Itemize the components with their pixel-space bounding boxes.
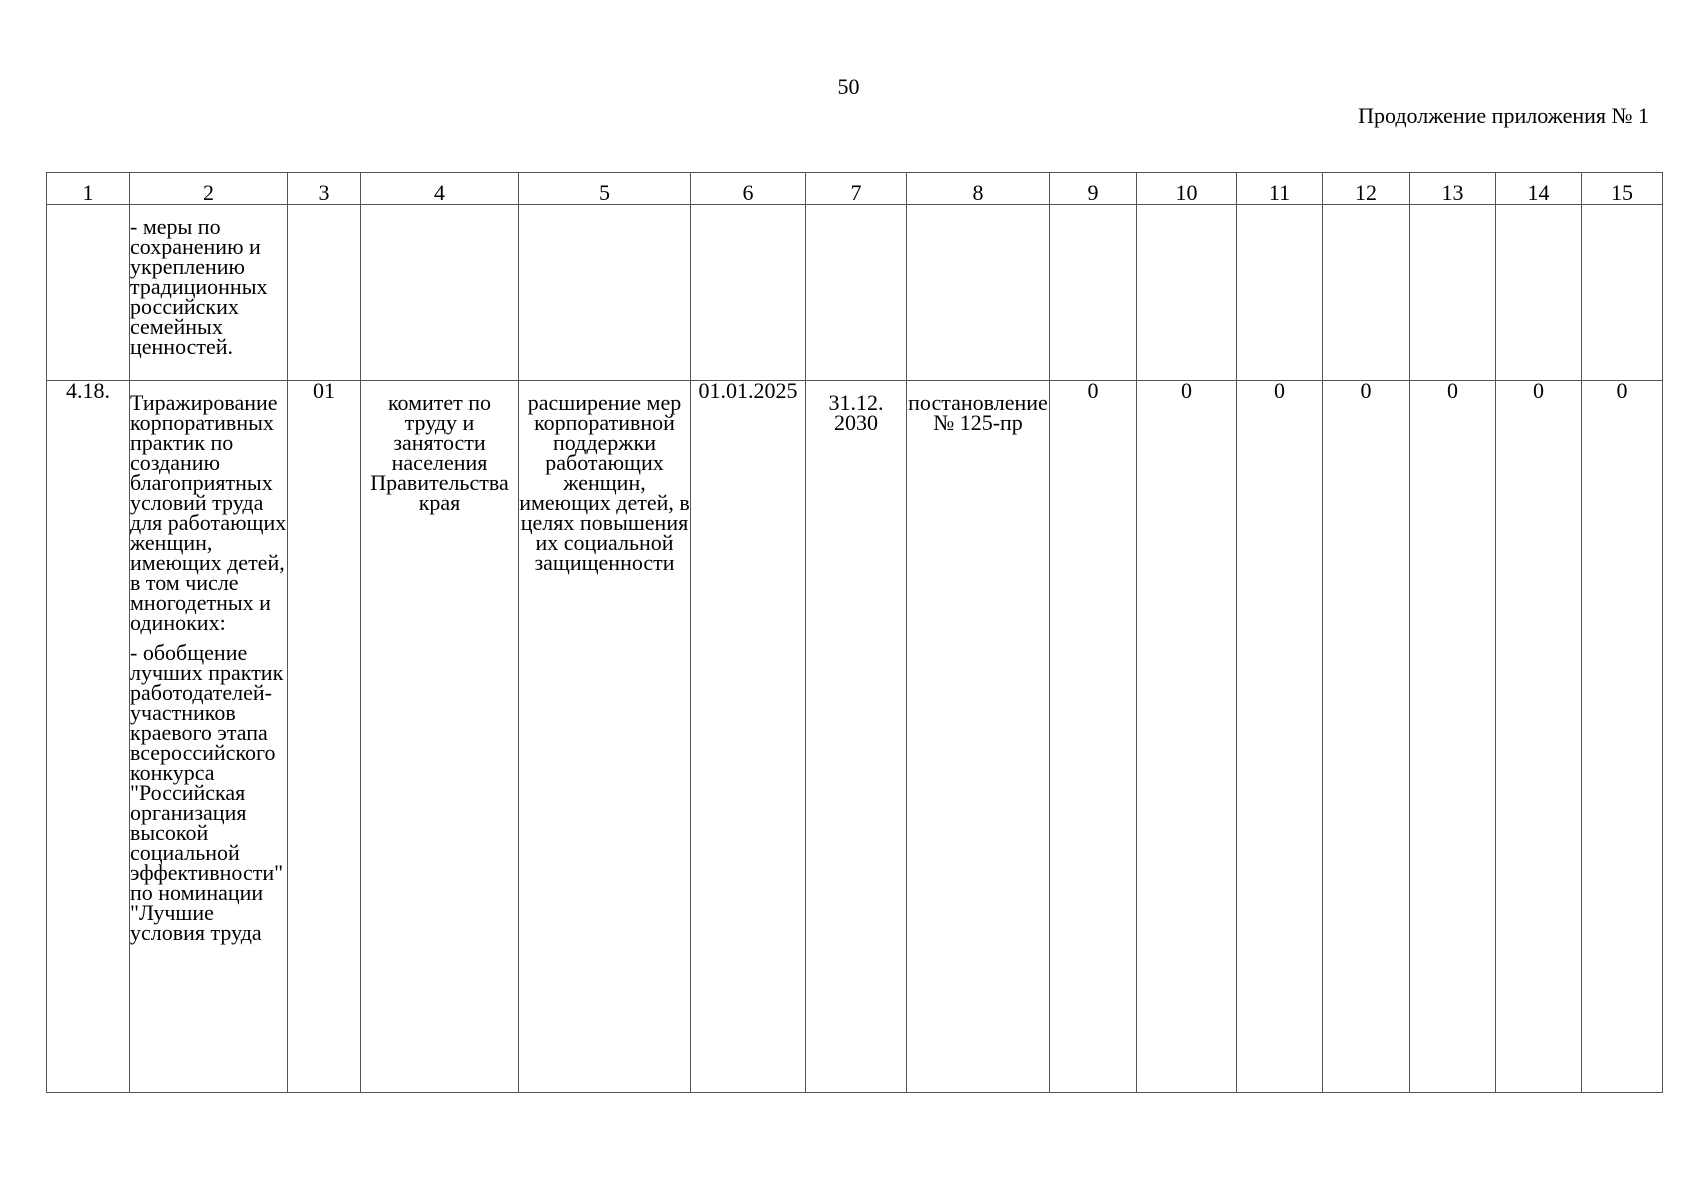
table-cell xyxy=(691,205,806,381)
table-cell xyxy=(130,381,288,1093)
table-cell xyxy=(1496,205,1582,381)
table-cell xyxy=(806,205,907,381)
measure-title: Тиражирование корпоративных практик по созданию благоприятных условий труда для работающих женщин, имеющих детей, в том числе многодетных и одиноких: xyxy=(130,390,287,635)
table-cell xyxy=(1237,205,1323,381)
table-cell xyxy=(907,205,1050,381)
table-cell xyxy=(806,381,907,1093)
table-cell xyxy=(907,381,1050,1093)
table-cell xyxy=(47,205,130,381)
table-cell xyxy=(361,205,519,381)
column-header: 4 xyxy=(361,173,519,205)
column-header: 10 xyxy=(1137,173,1237,205)
column-header: 15 xyxy=(1582,173,1663,205)
value-cell: 0 xyxy=(1496,381,1582,1093)
appendix-continuation-label: Продолжение приложения № 1 xyxy=(1358,103,1649,128)
value-cell: 0 xyxy=(1582,381,1663,1093)
column-header: 2 xyxy=(130,173,288,205)
column-header: 11 xyxy=(1237,173,1323,205)
table-row xyxy=(47,205,1663,381)
table-cell xyxy=(519,205,691,381)
table-cell xyxy=(288,205,361,381)
table-cell xyxy=(1137,205,1237,381)
page-number: 50 xyxy=(837,74,860,99)
measure-description: - меры по сохранению и укреплению традиционных российских семейных ценностей. xyxy=(130,214,268,359)
table-cell xyxy=(1582,205,1663,381)
end-date: 31.12. 2030 xyxy=(828,390,884,435)
value-cell: 0 xyxy=(1410,381,1496,1093)
appendix-table xyxy=(46,172,1663,1093)
column-header: 12 xyxy=(1323,173,1410,205)
column-header: 1 xyxy=(47,173,130,205)
expected-result: расширение мер корпоративной поддержки работающих женщин, имеющих детей, в целях повышения их социальной защищенности xyxy=(519,390,690,575)
table-row xyxy=(47,381,1663,1093)
executor: комитет по труду и занятости населения Правительства края xyxy=(370,390,509,515)
column-header: 13 xyxy=(1410,173,1496,205)
column-header: 6 xyxy=(691,173,806,205)
measure-subitem: - обобщение лучших практик работодателей-участников краевого этапа всероссийского конкурса "Российская организация высокой социальной эффективности" по номинации "Лучшие условия труда xyxy=(130,640,284,945)
table-cell xyxy=(519,381,691,1093)
value-cell: 0 xyxy=(1050,381,1137,1093)
value-cell: 0 xyxy=(1323,381,1410,1093)
table-cell xyxy=(1323,205,1410,381)
item-code: 01 xyxy=(288,381,361,1093)
value-cell: 0 xyxy=(1237,381,1323,1093)
column-number-row xyxy=(47,173,1663,205)
column-header: 14 xyxy=(1496,173,1582,205)
legal-basis: постановление № 125-пр xyxy=(908,390,1048,435)
table-cell xyxy=(1410,205,1496,381)
table-cell xyxy=(130,205,288,381)
column-header: 5 xyxy=(519,173,691,205)
table-cell xyxy=(1050,205,1137,381)
column-header: 8 xyxy=(907,173,1050,205)
start-date: 01.01.2025 xyxy=(691,381,806,1093)
item-number: 4.18. xyxy=(47,381,130,1093)
column-header: 3 xyxy=(288,173,361,205)
table-cell xyxy=(361,381,519,1093)
column-header: 7 xyxy=(806,173,907,205)
column-header: 9 xyxy=(1050,173,1137,205)
value-cell: 0 xyxy=(1137,381,1237,1093)
